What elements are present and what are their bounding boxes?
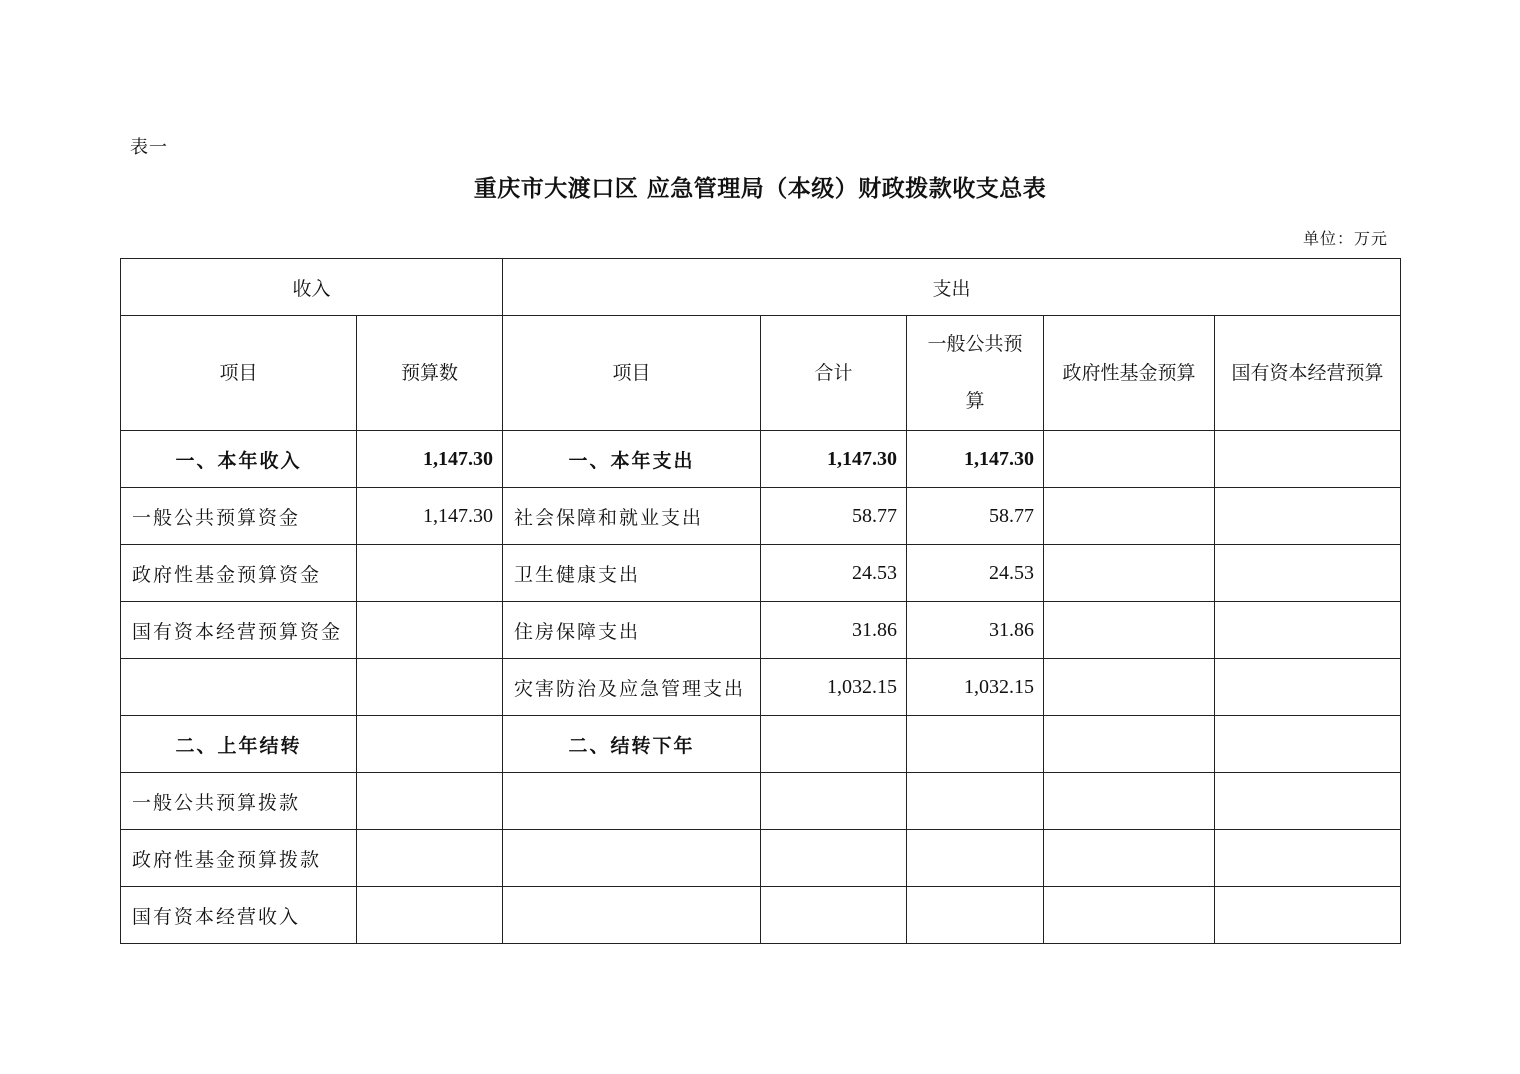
income-budget-cell xyxy=(357,887,503,944)
income-item-header: 项目 xyxy=(121,316,357,431)
gov-fund-cell xyxy=(1044,659,1215,716)
expense-item-cell: 住房保障支出 xyxy=(503,602,761,659)
table-row xyxy=(121,602,1401,659)
total-cell xyxy=(761,830,907,887)
income-budget-cell xyxy=(357,545,503,602)
total-header: 合计 xyxy=(761,316,907,431)
total-cell xyxy=(761,887,907,944)
total-cell: 31.86 xyxy=(761,602,907,659)
income-item-cell xyxy=(121,659,357,716)
income-item-cell: 政府性基金预算拨款 xyxy=(121,830,357,887)
income-item-cell: 国有资本经营收入 xyxy=(121,887,357,944)
table-header-row-top xyxy=(121,259,1401,316)
income-budget-cell xyxy=(357,830,503,887)
state-capital-cell xyxy=(1215,659,1401,716)
expense-item-cell: 二、结转下年 xyxy=(503,716,761,773)
expense-item-cell xyxy=(503,773,761,830)
table-row xyxy=(121,545,1401,602)
gov-fund-cell xyxy=(1044,431,1215,488)
state-capital-header xyxy=(1215,316,1401,431)
income-budget-cell xyxy=(357,602,503,659)
income-budget-cell xyxy=(357,773,503,830)
gov-fund-cell xyxy=(1044,887,1215,944)
gov-fund-cell xyxy=(1044,773,1215,830)
table-header-row-sub xyxy=(121,316,1401,431)
gov-fund-cell xyxy=(1044,545,1215,602)
gov-fund-cell xyxy=(1044,488,1215,545)
unit-label: 单位：万元 xyxy=(1302,229,1388,248)
gov-fund-cell xyxy=(1044,716,1215,773)
table-row xyxy=(121,830,1401,887)
state-capital-cell xyxy=(1215,773,1401,830)
general-budget-header xyxy=(907,316,1044,431)
gov-fund-header-text: 政府性基金预算 xyxy=(1062,361,1196,384)
expense-item-cell: 灾害防治及应急管理支出 xyxy=(503,659,761,716)
general-budget-header-text: 一般公共预算 xyxy=(927,333,1023,412)
total-cell xyxy=(761,716,907,773)
table-row xyxy=(121,887,1401,944)
general-budget-cell xyxy=(907,887,1044,944)
income-budget-cell xyxy=(357,659,503,716)
income-budget-header: 预算数 xyxy=(357,316,503,431)
total-cell xyxy=(761,773,907,830)
gov-fund-cell xyxy=(1044,602,1215,659)
income-item-cell: 一般公共预算拨款 xyxy=(121,773,357,830)
state-capital-cell xyxy=(1215,602,1401,659)
state-capital-cell xyxy=(1215,716,1401,773)
table-row xyxy=(121,659,1401,716)
gov-fund-cell xyxy=(1044,830,1215,887)
table-row xyxy=(121,431,1401,488)
income-budget-cell xyxy=(357,716,503,773)
income-item-cell: 政府性基金预算资金 xyxy=(121,545,357,602)
income-item-cell: 国有资本经营预算资金 xyxy=(121,602,357,659)
general-budget-cell: 31.86 xyxy=(907,602,1044,659)
general-budget-cell xyxy=(907,830,1044,887)
income-header: 收入 xyxy=(121,259,503,316)
state-capital-cell xyxy=(1215,431,1401,488)
total-cell: 1,147.30 xyxy=(761,431,907,488)
general-budget-cell: 1,032.15 xyxy=(907,659,1044,716)
expense-item-cell: 社会保障和就业支出 xyxy=(503,488,761,545)
table-row xyxy=(121,773,1401,830)
table-row xyxy=(121,716,1401,773)
expense-item-header: 项目 xyxy=(503,316,761,431)
general-budget-cell: 1,147.30 xyxy=(907,431,1044,488)
expense-header: 支出 xyxy=(503,259,1401,316)
state-capital-cell xyxy=(1215,887,1401,944)
income-item-cell: 一、本年收入 xyxy=(121,431,357,488)
expense-item-cell: 一、本年支出 xyxy=(503,431,761,488)
state-capital-cell xyxy=(1215,488,1401,545)
general-budget-cell xyxy=(907,716,1044,773)
total-cell: 58.77 xyxy=(761,488,907,545)
state-capital-cell xyxy=(1215,830,1401,887)
table-row xyxy=(121,488,1401,545)
income-budget-cell: 1,147.30 xyxy=(357,431,503,488)
income-item-cell: 二、上年结转 xyxy=(121,716,357,773)
income-item-cell: 一般公共预算资金 xyxy=(121,488,357,545)
general-budget-cell: 24.53 xyxy=(907,545,1044,602)
total-cell: 24.53 xyxy=(761,545,907,602)
page-title: 重庆市大渡口区 应急管理局（本级）财政拨款收支总表 xyxy=(473,175,1047,202)
budget-table xyxy=(120,258,1401,944)
expense-item-cell: 卫生健康支出 xyxy=(503,545,761,602)
expense-item-cell xyxy=(503,830,761,887)
income-budget-cell: 1,147.30 xyxy=(357,488,503,545)
state-capital-header-text: 国有资本经营预算 xyxy=(1231,361,1384,384)
state-capital-cell xyxy=(1215,545,1401,602)
expense-item-cell xyxy=(503,887,761,944)
general-budget-cell xyxy=(907,773,1044,830)
total-cell: 1,032.15 xyxy=(761,659,907,716)
table-label: 表一 xyxy=(130,137,168,158)
gov-fund-header xyxy=(1044,316,1215,431)
general-budget-cell: 58.77 xyxy=(907,488,1044,545)
